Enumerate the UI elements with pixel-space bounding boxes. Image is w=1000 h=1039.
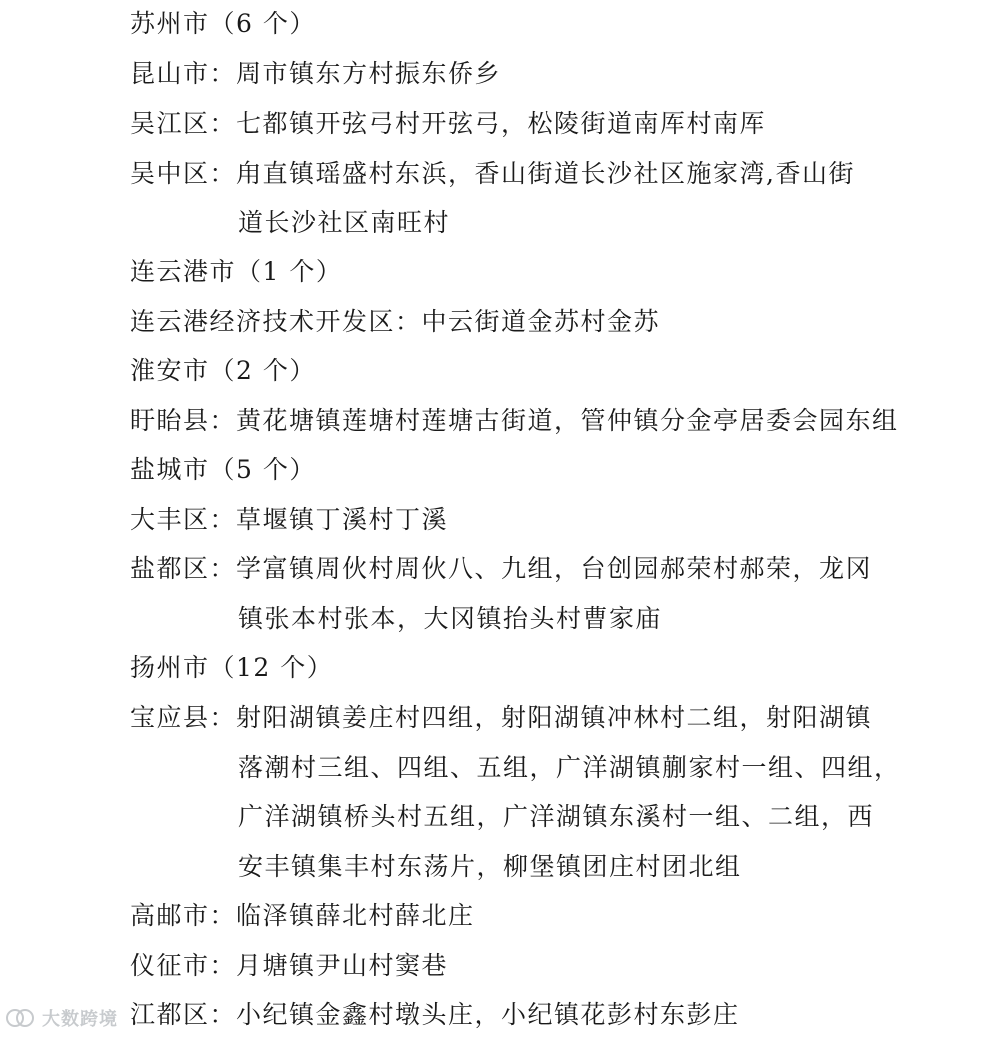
entry-baoying-continued-3: 安丰镇集丰村东荡片，柳堡镇团庄村团北组: [238, 852, 742, 881]
city-heading-yangzhou: 扬州市（12 个）: [130, 653, 334, 682]
entry-wuzhong: 吴中区：甪直镇瑶盛村东浜，香山街道长沙社区施家湾,香山街: [130, 159, 855, 188]
entry-baoying-continued-1: 落潮村三组、四组、五组，广洋湖镇蒯家村一组、四组，: [238, 753, 901, 782]
watermark: [6, 1003, 118, 1033]
entry-baoying: 宝应县：射阳湖镇姜庄村四组，射阳湖镇冲林村二组，射阳湖镇: [130, 703, 873, 732]
entry-wuzhong-continued: 道长沙社区南旺村: [238, 208, 451, 237]
entry-xuyi: 盱眙县：黄花塘镇莲塘村莲塘古街道，管仲镇分金亭居委会园东组: [130, 406, 899, 435]
city-heading-yancheng: 盐城市（5 个）: [130, 455, 316, 484]
watermark-logo-icon: [6, 1007, 36, 1029]
city-heading-lianyungang: 连云港市（1 个）: [130, 257, 343, 286]
city-heading-huaian: 淮安市（2 个）: [130, 356, 316, 385]
entry-jiangdu: 江都区：小纪镇金鑫村墩头庄，小纪镇花彭村东彭庄: [130, 1000, 740, 1029]
city-heading-suzhou: 苏州市（6 个）: [130, 9, 316, 38]
entry-lianyungang-etdz: 连云港经济技术开发区：中云街道金苏村金苏: [130, 307, 661, 336]
entry-gaoyou: 高邮市：临泽镇薛北村薛北庄: [130, 901, 475, 930]
entry-wujiang: 吴江区：七都镇开弦弓村开弦弓，松陵街道南厍村南厍: [130, 109, 767, 138]
watermark-text: 大数跨境: [42, 1009, 118, 1030]
entry-yizheng: 仪征市：月塘镇尹山村窦巷: [130, 951, 449, 980]
entry-yandu-continued: 镇张本村张本，大冈镇抬头村曹家庙: [238, 604, 663, 633]
entry-dafeng: 大丰区：草堰镇丁溪村丁溪: [130, 505, 449, 534]
entry-kunshan: 昆山市：周市镇东方村振东侨乡: [130, 59, 502, 88]
entry-yandu: 盐都区：学富镇周伙村周伙八、九组，台创园郝荣村郝荣，龙冈: [130, 554, 873, 583]
entry-baoying-continued-2: 广洋湖镇桥头村五组，广洋湖镇东溪村一组、二组，西: [238, 802, 875, 831]
